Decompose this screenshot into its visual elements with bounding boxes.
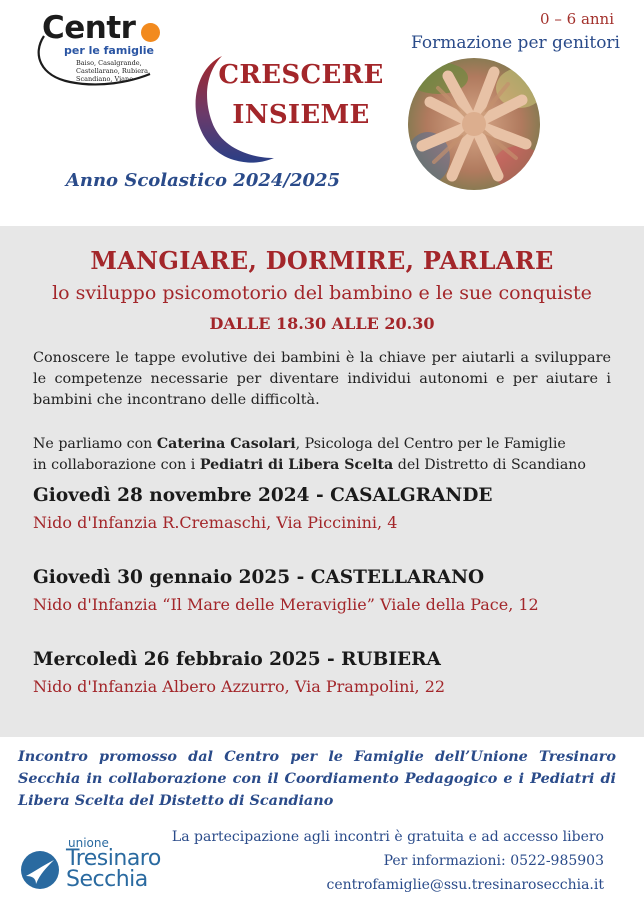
tresinaro-secchia-logo [20, 836, 180, 896]
speaker-role: , Psicologa del Centro per le Famiglie [295, 436, 566, 452]
event-subtitle: lo sviluppo psicomotorio del bambino e le sue conquiste [52, 282, 592, 304]
event-panel [0, 226, 644, 737]
speaker-prefix: Ne parliamo con [33, 436, 157, 452]
school-year: Anno Scolastico 2024/2025 [65, 170, 341, 191]
collab-suffix: del Distretto di Scandiano [393, 457, 586, 473]
logo-wordmark: Centr [42, 10, 136, 46]
session-2-date: Giovedì 30 gennaio 2025 - CASTELLARANO [33, 567, 485, 588]
crescere-insieme-title [182, 50, 392, 180]
centro-famiglie-logo [30, 6, 160, 90]
collab-name: Pediatri di Libera Scelta [199, 457, 394, 473]
union-name-line2: Secchia [66, 867, 148, 892]
title-line-1: CRESCERE [218, 60, 384, 90]
logo-towns: Baiso, Casalgrande, Castellarano, Rubiera, Scandiano, Viano [76, 59, 151, 83]
event-title: MANGIARE, DORMIRE, PARLARE [90, 246, 554, 275]
event-intro: Conoscere le tappe evolutive dei bambini è la chiave per aiutarli a sviluppare le competenze necessarie per diventare individui autonomi e per aiutare i bambini che incontrano delle difficoltà. [33, 350, 611, 408]
title-line-2: INSIEME [232, 100, 370, 130]
course-type: Formazione per genitori [411, 33, 620, 53]
speaker-info [33, 434, 623, 476]
event-time: DALLE 18.30 ALLE 20.30 [209, 314, 435, 333]
flyer-header [0, 0, 644, 226]
speaker-name: Caterina Casolari [156, 436, 296, 452]
session-1-date: Giovedì 28 novembre 2024 - CASALGRANDE [33, 485, 493, 506]
tresinaro-secchia-logo-icon [20, 850, 60, 890]
age-range: 0 – 6 anni [540, 10, 614, 28]
session-3-place: Nido d'Infanzia Albero Azzurro, Via Prampolini, 22 [33, 677, 446, 696]
logo-subtitle: per le famiglie [64, 44, 154, 57]
contact-phone: Per informazioni: 0522-985903 [383, 853, 604, 869]
collab-prefix: in collaborazione con i [33, 457, 200, 473]
logo-orange-dot [141, 23, 160, 42]
session-2-place: Nido d'Infanzia “Il Mare delle Meraviglie” Viale della Pace, 12 [33, 595, 539, 614]
participation-note: La partecipazione agli incontri è gratuita e ad accesso libero [171, 829, 604, 845]
contact-email[interactable]: centrofamiglie@ssu.tresinarosecchia.it [326, 877, 604, 893]
union-name-line1: Tresinaro [66, 846, 161, 871]
promo-text: Incontro promosso dal Centro per le Famiglie dell’Unione Tresinaro Secchia in collaborazione con il Coordiamento Pedagogico e i Pediatri di Libera Scelta del Distetto di Scandiano [18, 748, 616, 809]
session-3-date: Mercoledì 26 febbraio 2025 - RUBIERA [33, 649, 441, 670]
session-1-place: Nido d'Infanzia R.Cremaschi, Via Piccinini, 4 [33, 513, 398, 532]
union-label: unione [68, 836, 109, 850]
hands-photo [408, 58, 540, 190]
